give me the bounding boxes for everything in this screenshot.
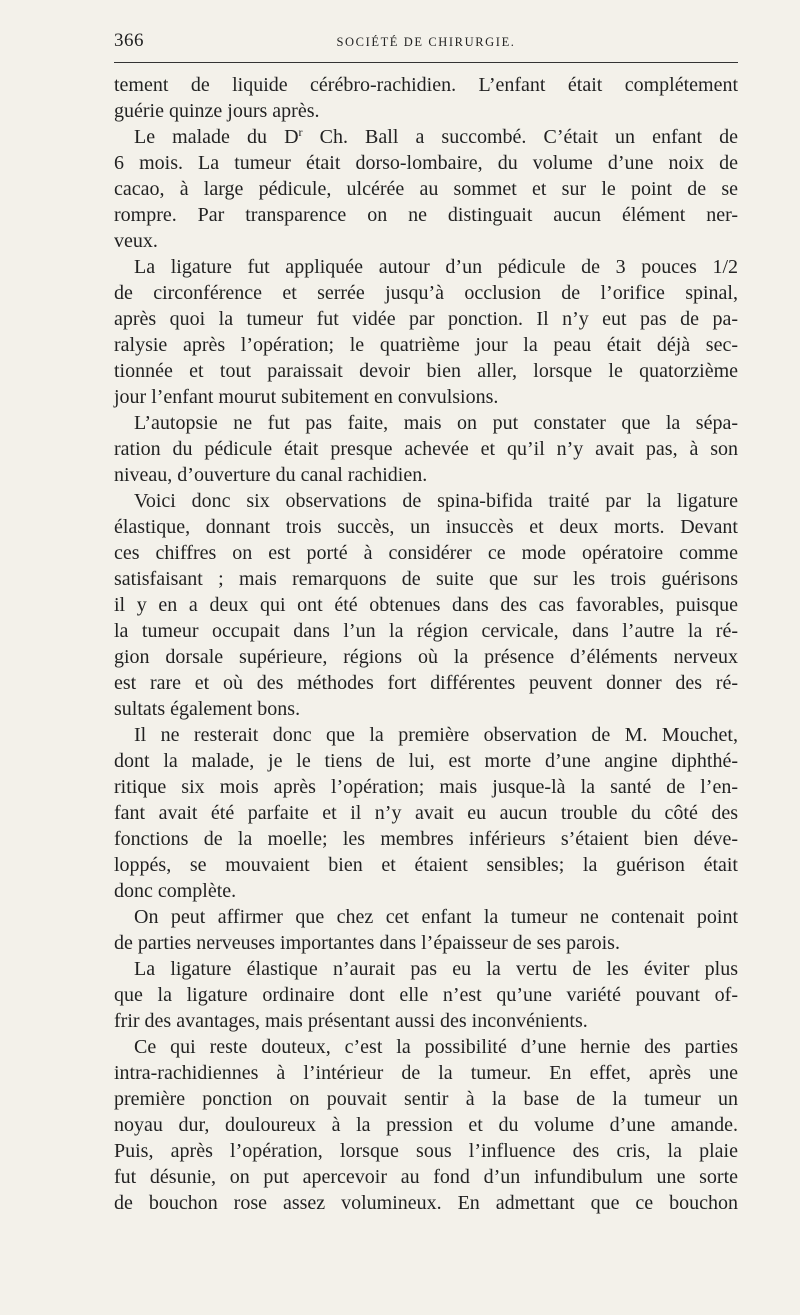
text-line: Le malade du $D^r$ Ch. Ball a succombé. C’était un enfant de xyxy=(134,125,739,148)
text-line: On peut affirmer que chez cet enfant la tumeur ne contenait point xyxy=(134,906,738,928)
text-line: de circonférence et serrée jusqu’à occlusion de l’orifice spinal, xyxy=(114,282,738,304)
text-line: que la ligature ordinaire dont elle n’est qu’une variété pouvant of- xyxy=(114,984,738,1006)
text-line: La ligature fut appliquée autour d’un pédicule de 3 pouces 1/2 xyxy=(134,256,738,278)
text-line: Il ne resterait donc que la première observation de M. Mouchet, xyxy=(134,724,738,746)
text-line: noyau dur, douloureux à la pression et du volume d’une amande. xyxy=(114,1114,738,1136)
text-line: de parties nerveuses importantes dans l’épaisseur de ses parois. xyxy=(114,932,620,954)
text-line: intra-rachidiennes à l’intérieur de la tumeur. En effet, après une xyxy=(114,1062,738,1084)
text-line: cacao, à large pédicule, ulcérée au sommet et sur le point de se xyxy=(114,178,738,200)
text-line: la tumeur occupait dans l’un la région cervicale, dans l’autre la ré- xyxy=(114,620,738,642)
text-line: veux. xyxy=(114,230,158,252)
text-line: première ponction on pouvait sentir à la base de la tumeur un xyxy=(114,1088,738,1110)
text-line: jour l’enfant mourut subitement en convulsions. xyxy=(114,386,499,408)
text-line: Voici donc six observations de spina-bifida traité par la ligature xyxy=(134,490,738,512)
text-line: il y en a deux qui ont été obtenues dans des cas favorables, puisque xyxy=(114,594,738,616)
text-line: dont la malade, je le tiens de lui, est morte d’une angine diphthé- xyxy=(114,750,738,772)
text-line: fonctions de la moelle; les membres inférieurs s’étaient bien déve- xyxy=(114,828,738,850)
text-line: fut désunie, on put apercevoir au fond d’un infundibulum une sorte xyxy=(114,1166,738,1188)
text-line: Puis, après l’opération, lorsque sous l’influence des cris, la plaie xyxy=(114,1140,738,1162)
text-line: élastique, donnant trois succès, un insuccès et deux morts. Devant xyxy=(114,516,738,538)
text-line: ration du pédicule était presque achevée et qu’il n’y avait pas, à son xyxy=(114,438,738,460)
text-line: satisfaisant ; mais remarquons de suite que sur les trois guérisons xyxy=(114,568,738,590)
text-line: gion dorsale supérieure, régions où la présence d’éléments nerveux xyxy=(114,646,738,668)
page-header xyxy=(114,26,738,63)
text-line: La ligature élastique n’aurait pas eu la vertu de les éviter plus xyxy=(134,958,738,980)
body-text xyxy=(114,72,738,1216)
text-line: ralysie après l’opération; le quatrième jour la peau était déjà sec- xyxy=(114,334,738,356)
text-line: après quoi la tumeur fut vidée par ponction. Il n’y eut pas de pa- xyxy=(114,308,738,330)
book-page xyxy=(114,26,738,1216)
page-number: 366 xyxy=(114,30,144,51)
text-line: rompre. Par transparence on ne distinguait aucun élément ner- xyxy=(114,204,738,226)
text-line: tionnée et tout paraissait devoir bien aller, lorsque le quatorzième xyxy=(114,360,738,382)
text-line: est rare et où des méthodes fort différentes peuvent donner des ré- xyxy=(114,672,738,694)
text-line: tement de liquide cérébro-rachidien. L’enfant était complétement xyxy=(114,74,738,96)
text-line: donc complète. xyxy=(114,880,237,902)
text-line: 6 mois. La tumeur était dorso-lombaire, du volume d’une noix de xyxy=(114,152,738,174)
text-line: ces chiffres on est porté à considérer ce mode opératoire comme xyxy=(114,542,738,564)
text-line: ritique six mois après l’opération; mais jusque-là la santé de l’en- xyxy=(114,776,738,798)
text-line: frir des avantages, mais présentant aussi des inconvénients. xyxy=(114,1010,588,1032)
text-line: loppés, se mouvaient bien et étaient sensibles; la guérison était xyxy=(114,854,738,876)
text-line: guérie quinze jours après. xyxy=(114,100,320,122)
text-line: Ce qui reste douteux, c’est la possibilité d’une hernie des parties xyxy=(134,1036,738,1058)
text-line: sultats également bons. xyxy=(114,698,301,720)
text-line: de bouchon rose assez volumineux. En admettant que ce bouchon xyxy=(114,1192,738,1214)
running-title: SOCIÉTÉ DE CHIRURGIE. xyxy=(336,35,516,49)
text-line: niveau, d’ouverture du canal rachidien. xyxy=(114,464,428,486)
text-line: L’autopsie ne fut pas faite, mais on put constater que la sépa- xyxy=(134,412,738,434)
text-line: fant avait été parfaite et il n’y avait eu aucun trouble du côté des xyxy=(114,802,738,824)
